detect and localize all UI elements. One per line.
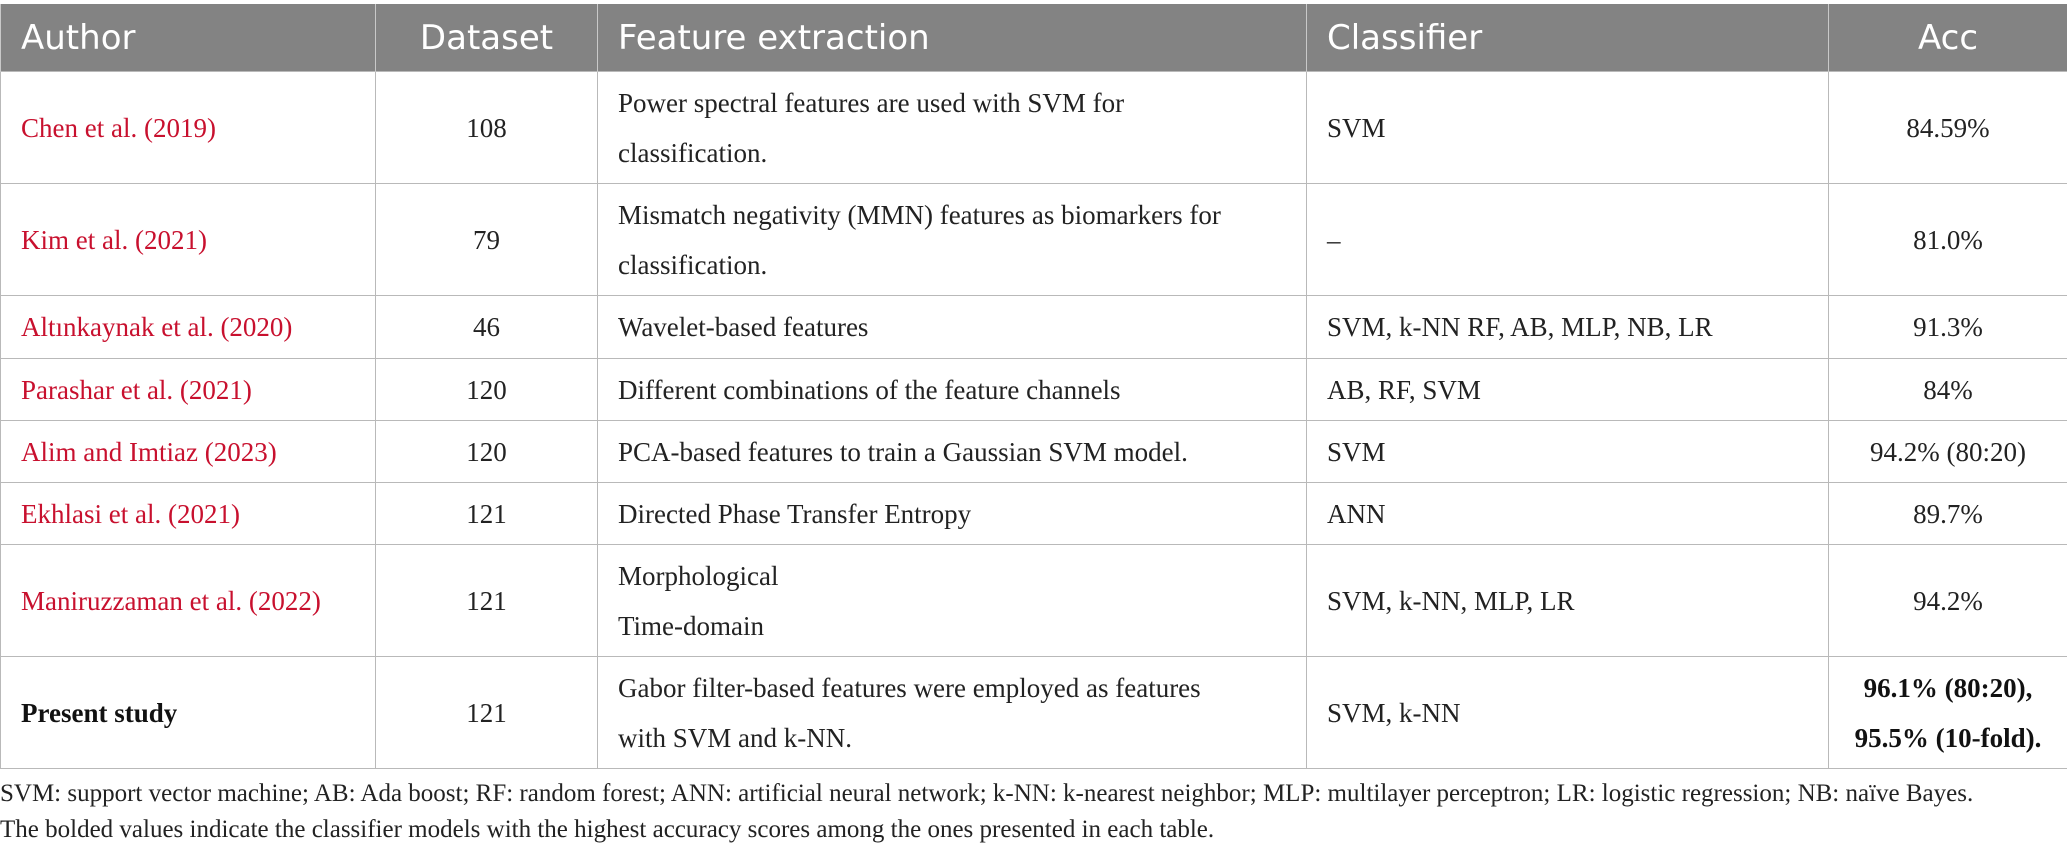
classifier-cell: ANN xyxy=(1307,483,1829,545)
table-footnote xyxy=(0,776,2067,848)
feature-extraction-cell xyxy=(598,184,1307,296)
accuracy-cell xyxy=(1829,296,2067,359)
classifier-cell: AB, RF, SVM xyxy=(1307,359,1829,421)
accuracy-cell xyxy=(1829,359,2067,421)
footnote-bold-note: The bolded values indicate the classifier models with the highest accuracy scores among the ones presented in each table. xyxy=(0,816,1215,843)
accuracy-cell xyxy=(1829,184,2067,296)
feature-extraction-cell xyxy=(598,545,1307,657)
feature-text-line: classification. xyxy=(618,137,768,168)
accuracy-value: 94.2% xyxy=(1913,585,1983,616)
author-citation-link[interactable]: Parashar et al. (2021) xyxy=(1,359,376,421)
author-cell: Present study xyxy=(1,657,376,769)
author-citation-link[interactable]: Alim and Imtiaz (2023) xyxy=(1,421,376,483)
table-row xyxy=(1,421,2067,483)
author-citation-link[interactable]: Ekhlasi et al. (2021) xyxy=(1,483,376,545)
feature-extraction-cell xyxy=(598,657,1307,769)
table-row xyxy=(1,545,2067,657)
feature-extraction-cell xyxy=(598,421,1307,483)
feature-text-line: Mismatch negativity (MMN) features as biomarkers for xyxy=(618,199,1221,230)
feature-text-line: classification. xyxy=(618,249,768,280)
table-row xyxy=(1,184,2067,296)
table-row xyxy=(1,657,2067,769)
accuracy-cell xyxy=(1829,483,2067,545)
accuracy-cell xyxy=(1829,421,2067,483)
dataset-cell: 121 xyxy=(376,545,598,657)
table-row xyxy=(1,72,2067,184)
feature-text-line: Directed Phase Transfer Entropy xyxy=(618,498,972,529)
classifier-cell: SVM, k-NN, MLP, LR xyxy=(1307,545,1829,657)
footnote-abbreviations: SVM: support vector machine; AB: Ada boost; RF: random forest; ANN: artificial neural network; k-NN: k-nearest neighbor; MLP: multilayer perceptron; LR: logistic regression; NB: naïve Bayes. xyxy=(0,780,1974,807)
feature-extraction-cell xyxy=(598,296,1307,359)
dataset-cell: 79 xyxy=(376,184,598,296)
accuracy-value: 91.3% xyxy=(1913,312,1983,342)
accuracy-value: 96.1% (80:20), xyxy=(1863,672,2033,703)
accuracy-value: 81.0% xyxy=(1913,224,1983,255)
accuracy-value: 95.5% (10-fold). xyxy=(1854,722,2042,753)
author-citation-link[interactable]: Maniruzzaman et al. (2022) xyxy=(1,545,376,657)
classifier-cell: SVM xyxy=(1307,72,1829,184)
header-classifier: Classifier xyxy=(1307,4,1829,72)
classifier-cell: SVM xyxy=(1307,421,1829,483)
dataset-cell: 108 xyxy=(376,72,598,184)
header-feature-extraction: Feature extraction xyxy=(598,4,1307,72)
classifier-cell: SVM, k-NN xyxy=(1307,657,1829,769)
author-citation-link[interactable]: Chen et al. (2019) xyxy=(1,72,376,184)
comparison-table xyxy=(0,4,2067,769)
accuracy-value: 84.59% xyxy=(1906,112,1990,143)
table-row xyxy=(1,483,2067,545)
dataset-cell: 121 xyxy=(376,483,598,545)
header-acc: Acc xyxy=(1829,4,2067,72)
accuracy-value: 89.7% xyxy=(1913,498,1983,529)
accuracy-cell xyxy=(1829,545,2067,657)
feature-extraction-cell xyxy=(598,359,1307,421)
feature-text-line: with SVM and k-NN. xyxy=(618,722,852,753)
feature-text-line: Power spectral features are used with SVM for xyxy=(618,87,1125,118)
comparison-table-container xyxy=(0,4,2067,769)
classifier-cell: – xyxy=(1307,184,1829,296)
feature-text-line: Morphological xyxy=(618,560,779,591)
feature-text-line: Gabor filter-based features were employed as features xyxy=(618,672,1201,703)
classifier-cell: SVM, k-NN RF, AB, MLP, NB, LR xyxy=(1307,296,1829,359)
feature-extraction-cell xyxy=(598,72,1307,184)
header-author: Author xyxy=(1,4,376,72)
dataset-cell: 121 xyxy=(376,657,598,769)
header-dataset: Dataset xyxy=(376,4,598,72)
dataset-cell: 120 xyxy=(376,359,598,421)
table-header-row xyxy=(1,4,2067,72)
feature-text-line: Time-domain xyxy=(618,610,765,641)
author-citation-link[interactable]: Kim et al. (2021) xyxy=(1,184,376,296)
author-citation-link[interactable]: Altınkaynak et al. (2020) xyxy=(1,296,376,359)
dataset-cell: 46 xyxy=(376,296,598,359)
table-row xyxy=(1,359,2067,421)
dataset-cell: 120 xyxy=(376,421,598,483)
feature-text-line: Different combinations of the feature channels xyxy=(618,374,1121,405)
table-row xyxy=(1,296,2067,359)
table-body xyxy=(1,72,2067,769)
feature-text-line: Wavelet-based features xyxy=(618,312,869,342)
accuracy-cell xyxy=(1829,657,2067,769)
accuracy-cell xyxy=(1829,72,2067,184)
accuracy-value: 84% xyxy=(1923,374,1973,405)
accuracy-value: 94.2% (80:20) xyxy=(1870,436,2026,467)
feature-text-line: PCA-based features to train a Gaussian SVM model. xyxy=(618,436,1188,467)
feature-extraction-cell xyxy=(598,483,1307,545)
